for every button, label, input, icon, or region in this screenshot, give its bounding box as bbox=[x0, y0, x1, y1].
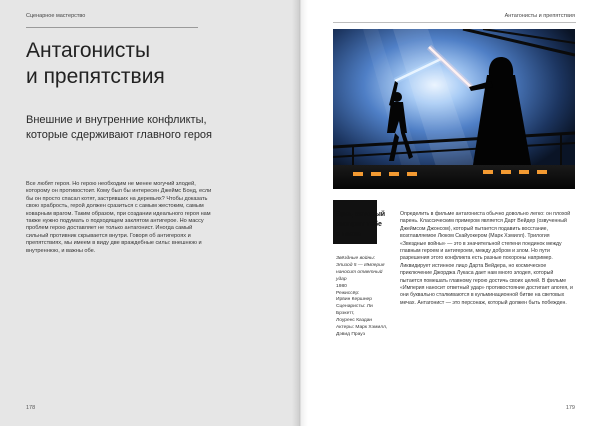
writer-2: Лоуренс Каздан bbox=[336, 318, 373, 324]
header-rule-right bbox=[333, 22, 576, 23]
film-subtitle: Эпизод 5 — Империя наносит ответный удар bbox=[336, 262, 385, 282]
page-number-left: 178 bbox=[26, 405, 36, 411]
chapter-subtitle: Внешние и внутренние конфликты, которые сдерживают главного героя bbox=[26, 114, 213, 141]
chapter-title-line-1: Антагонисты bbox=[26, 39, 151, 62]
film-title: Звёздные войны: bbox=[336, 256, 376, 261]
lightsaber-duel-illustration bbox=[333, 29, 575, 189]
sidebar-title: Враг, который смотрит тебе в глаза bbox=[336, 211, 386, 238]
running-head-left: Сценарное мастерство bbox=[26, 13, 86, 19]
intro-paragraph: Все любят героя. Но герою необходим не менее могучий злодей, которому он противостоит. Кому был бы интересен Джеймс Бонд, если бы он просто спасал котят, застрявших на деревьях? Чтобы доказать свою храбрость, герой должен сразиться с самым жестоким, самым коварным врагом. Таким образом, при создании идеального героя нам также нужно подумать о подходящем заклятом антигерое. Но массу проблем герою доставляет не только антагонист. Иногда самый сильный противник скрывается внутри. Говоря об антигероях и препятствиях, мы имеем в виду две враждебные силы: внешнюю и внутреннюю, и важны обе. bbox=[26, 181, 212, 254]
film-still-photo bbox=[333, 29, 575, 189]
cast-label: Актеры: Марк Хэмилл, bbox=[336, 325, 388, 331]
chapter-title-line-2: и препятствия bbox=[26, 65, 165, 88]
film-year: 1980 bbox=[336, 283, 347, 289]
header-rule-left bbox=[26, 27, 198, 28]
page-number-right: 179 bbox=[565, 405, 575, 411]
director-name: Ирвин Кершнер bbox=[336, 297, 372, 303]
film-credits bbox=[336, 256, 388, 339]
chapter-title bbox=[26, 38, 266, 90]
running-head-right: Антагонисты и препятствия bbox=[504, 13, 575, 19]
writers-label: Сценаристы: Ли Брэкетт, bbox=[336, 304, 373, 317]
cast-2: Дэвид Прауз bbox=[336, 331, 365, 337]
body-paragraph: Определить в фильме антагониста обычно довольно легко: он плохой парень. Классическим примером является Дарт Вейдер (озвученный Джеймсом Джонсом), который пытается подавить восстание, возглавляемое Люком Скайуокером (Марк Хэмилл). Трилогия «Звездные войны» — это в значительной степени поединок между главным героем и антигероем, между добром и злом. Но пути разрешения этого конфликта есть разные похороны например. Ликвидирует истинное лицо Дарта Вейдера, но космическое приключение Джорджа Лукаса дает нам много злодея, который пытается помешать главному герою достичь своих целей. В фильме «Империя наносит ответный удар» противостояние достигает апогея, и они буквально сталкиваются в кульминационной битве на световых мечах. Антагонист — это персонаж, который должен быть побежден. bbox=[400, 211, 573, 306]
director-label: Режиссёр: bbox=[336, 290, 360, 296]
